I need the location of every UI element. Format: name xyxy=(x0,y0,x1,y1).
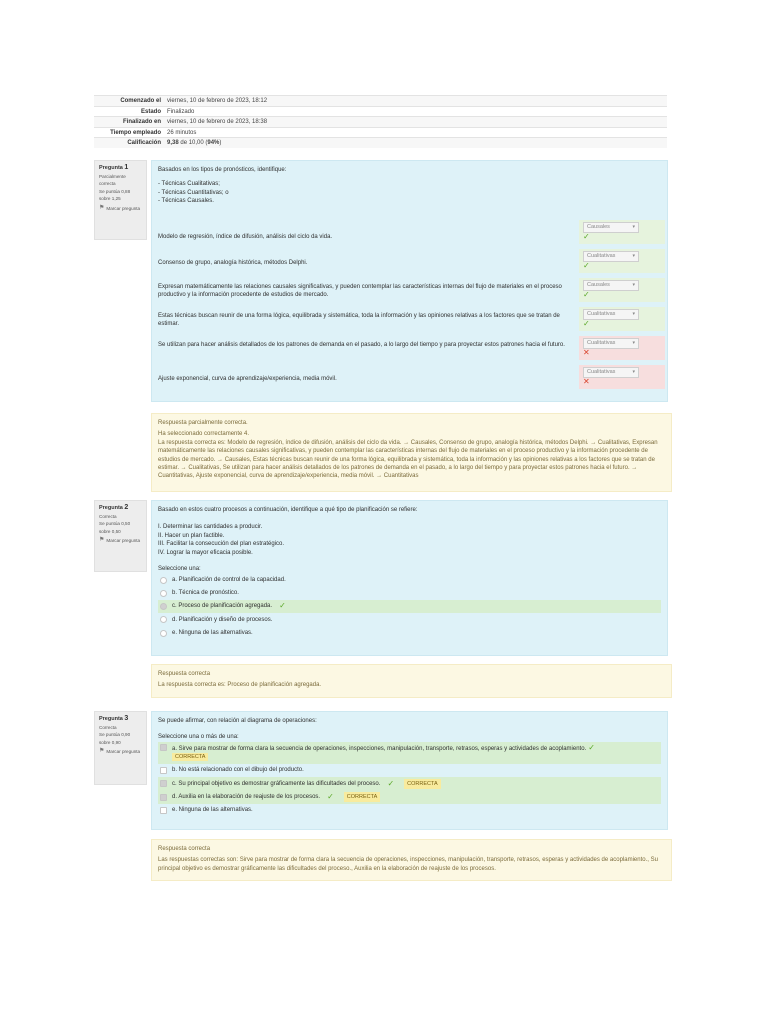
summary-label: Comenzado el xyxy=(120,98,161,104)
flag-question-link[interactable]: ⚑ Marcar pregunta xyxy=(99,537,141,543)
answer-option-selected[interactable]: c. Proceso de planificación agregada. ✓ xyxy=(158,600,661,613)
flag-question-link[interactable]: ⚑ Marcar pregunta xyxy=(99,204,141,211)
check-icon: ✓ xyxy=(583,290,590,299)
summary-row-grade xyxy=(94,137,667,148)
check-icon: ✓ xyxy=(583,319,590,328)
match-stem: Estas técnicas buscan reunir de una forma lógica, equilibrada y sistemática, toda la información y las opiniones relativas a los factores que se tratan de estimar. xyxy=(158,313,560,328)
checkbox[interactable] xyxy=(160,807,167,814)
summary-value: viernes, 10 de febrero de 2023, 18:12 xyxy=(167,98,268,104)
chevron-down-icon: ▾ xyxy=(632,282,635,289)
answer-prompt: Seleccione una o más de una: xyxy=(158,734,239,741)
question-feedback-1 xyxy=(151,413,672,492)
answer-option[interactable]: b. No está relacionado con el dibujo del producto. xyxy=(158,764,661,777)
radio-button[interactable] xyxy=(160,630,167,637)
summary-label: Tiempo empleado xyxy=(110,129,161,136)
match-select[interactable]: Cualitativas ▾ xyxy=(583,251,639,262)
answer-option-selected[interactable]: a. Sirve para mostrar de forma clara la secuencia de operaciones, inspecciones, manipulación, transporte, retrasos, esperas y actividades de acoplamiento. ✓ CORRECTA xyxy=(158,742,661,764)
match-row xyxy=(158,307,663,336)
flag-icon: ⚑ xyxy=(99,537,105,543)
radio-button[interactable] xyxy=(160,577,167,584)
cross-icon: ✕ xyxy=(583,348,590,357)
grade-end: ) xyxy=(219,140,222,147)
check-icon: ✓ xyxy=(583,261,590,270)
question-intro: - Técnicas Cuantitativas; o xyxy=(158,189,229,196)
summary-label: Calificación xyxy=(127,140,161,147)
question-info-2 xyxy=(94,500,147,572)
answer-option[interactable]: b. Técnica de pronóstico. xyxy=(158,587,661,600)
feedback-right-answer: Las respuestas correctas son: Sirve para mostrar de forma clara la secuencia de operaciones, inspecciones, manipulación, transporte, retrasos, esperas y actividades de acoplamiento., Su principal objetivo es demostrar gráficamente las dificultades del proceso., Auxilia en la elaboración de reajuste de los procesos. xyxy=(158,857,658,872)
match-stem: Se utilizan para hacer análisis detallados de los patrones de demanda en el pasado, a lo largo del tiempo y para proyectar estos patrones hacia el futuro. xyxy=(158,342,565,348)
feedback-title: Respuesta parcialmente correcta. xyxy=(158,420,248,426)
summary-row-time xyxy=(94,127,667,138)
question-number: Pregunta 1 xyxy=(99,164,129,171)
attempt-summary xyxy=(94,95,667,148)
feedback-title: Respuesta correcta xyxy=(158,671,211,677)
check-icon: ✓ xyxy=(588,742,595,752)
flag-question-link[interactable]: ⚑ Marcar pregunta xyxy=(99,748,141,754)
match-stem: Ajuste exponencial, curva de aprendizaje/experiencia, media móvil. xyxy=(158,376,337,382)
question-intro: II. Hacer un plan factible. xyxy=(158,532,225,539)
question-feedback-3 xyxy=(151,839,672,881)
match-select[interactable]: Cualitativas ▾ xyxy=(583,338,639,349)
radio-button[interactable] xyxy=(160,616,167,623)
question-intro: Basados en los tipos de pronósticos, identifique: xyxy=(158,167,287,173)
summary-label: Finalizado en xyxy=(122,119,161,126)
flag-icon: ⚑ xyxy=(99,204,105,211)
check-icon: ✓ xyxy=(387,778,395,788)
match-stem: Consenso de grupo, analogía histórica, métodos Delphi. xyxy=(158,260,308,266)
check-icon: ✓ xyxy=(327,791,334,801)
match-row xyxy=(158,220,663,249)
correct-badge: CORRECTA xyxy=(172,753,208,761)
question-info-3 xyxy=(94,711,147,785)
match-stem: Expresan matemáticamente las relaciones causales significativas, y pueden contemplar las características internas del flujo de materiales en el proceso productivo y la información procedente de estudios de mercado. xyxy=(158,284,562,299)
correct-badge: CORRECTA xyxy=(344,792,380,802)
summary-value: viernes, 10 de febrero de 2023, 18:38 xyxy=(167,119,268,126)
question-grade: Se puntúa 0,50 sobre 0,50 xyxy=(99,521,131,534)
summary-value xyxy=(166,138,667,148)
match-stem: Modelo de regresión, índice de difusión, análisis del ciclo da vida. xyxy=(158,234,333,240)
question-intro: - Técnicas Cualitativas; xyxy=(158,181,220,188)
grade-percent: 94% xyxy=(207,140,220,147)
question-intro: I. Determinar las cantidades a producir. xyxy=(158,524,263,531)
summary-label: Estado xyxy=(140,108,161,115)
question-info-1 xyxy=(94,160,147,240)
feedback-title: Respuesta correcta xyxy=(158,846,211,852)
radio-button[interactable] xyxy=(160,590,167,597)
check-icon: ✓ xyxy=(279,601,286,611)
question-state: Correcta xyxy=(99,724,117,730)
match-row xyxy=(158,336,663,365)
question-number: Pregunta 2 xyxy=(99,504,129,511)
question-text-1 xyxy=(151,160,668,402)
question-intro: IV. Lograr la mayor eficacia posible. xyxy=(158,549,253,556)
grade-mid: de 10,00 ( xyxy=(178,140,208,147)
answer-option[interactable]: a. Planificación de control de la capacidad. xyxy=(158,573,661,586)
question-grade: Se puntúa 0,88 sobre 1,25 xyxy=(99,188,131,201)
match-select[interactable]: Causales ▾ xyxy=(583,222,639,233)
question-intro: III. Facilitar la consecución del plan estratégico. xyxy=(158,541,285,548)
feedback-right-answer: La respuesta correcta es: Modelo de regresión, índice de difusión, análisis del ciclo da vida. → Causales, Consenso de grupo, analogía histórica, métodos Delphi. → Cualitativas, Expresan matemáticamente las relaciones causales significativas, y pueden contemplar las características internas del flujo de materiales en el proceso productivo y la información procedente de estudios de mercado. → Causales, Estas técnicas buscan reunir de una forma lógica, equilibrada y sistemática, toda la información y las opiniones relativas a los factores que se tratan de estimar. → Cualitativas, Se utilizan para hacer análisis detallados de los patrones de demanda en el pasado, a lo largo del tiempo y para proyectar estos patrones hacia el futuro. → Cuantitativas, Ajuste exponencial, curva de aprendizaje/experiencia, media móvil. → Cuantitativas xyxy=(158,439,658,480)
answer-prompt: Seleccione una: xyxy=(158,566,201,573)
question-intro: Se puede afirmar, con relación al diagrama de operaciones: xyxy=(158,718,317,724)
summary-row-finished xyxy=(94,116,667,127)
answer-option-selected[interactable]: d. Auxilia en la elaboración de reajuste de los procesos. ✓ CORRECTA xyxy=(158,790,661,803)
checkbox[interactable] xyxy=(160,767,167,774)
answer-option[interactable]: d. Planificación y diseño de procesos. xyxy=(158,613,661,626)
question-grade: Se puntúa 0,90 sobre 0,90 xyxy=(99,732,131,745)
checkbox[interactable] xyxy=(160,794,167,801)
match-row xyxy=(158,249,663,278)
cross-icon: ✕ xyxy=(583,377,590,386)
radio-button[interactable] xyxy=(160,603,167,610)
question-feedback-2 xyxy=(151,664,672,698)
chevron-down-icon: ▾ xyxy=(632,311,635,318)
chevron-down-icon: ▾ xyxy=(632,253,635,260)
answer-option-selected[interactable]: c. Su principal objetivo es demostrar gráficamente las dificultades del proceso. ✓ CORRECTA xyxy=(158,777,661,790)
match-select[interactable]: Cualitativas ▾ xyxy=(583,367,639,378)
chevron-down-icon: ▾ xyxy=(632,369,635,376)
feedback-right-answer: La respuesta correcta es: Proceso de planificación agregada. xyxy=(158,682,322,689)
question-state: Correcta xyxy=(99,513,117,519)
question-text-2 xyxy=(151,500,668,656)
chevron-down-icon: ▾ xyxy=(632,224,635,231)
question-intro: Basado en estos cuatro procesos a continuación, identifique a qué tipo de planificación se refiere: xyxy=(158,507,418,513)
checkbox[interactable] xyxy=(160,744,167,751)
match-select[interactable]: Cualitativas ▾ xyxy=(583,309,639,320)
match-row xyxy=(158,365,663,394)
match-row xyxy=(158,278,663,307)
answer-option[interactable]: e. Ninguna de las alternativas. xyxy=(158,627,661,640)
chevron-down-icon: ▾ xyxy=(632,340,635,347)
summary-row-started xyxy=(94,95,667,106)
checkbox[interactable] xyxy=(160,780,167,787)
grade-score: 9,38 xyxy=(167,140,179,147)
answer-option[interactable]: e. Ninguna de las alternativas. xyxy=(158,804,661,817)
question-number: Pregunta 3 xyxy=(99,715,129,722)
summary-value: Finalizado xyxy=(167,108,195,115)
correct-badge: CORRECTA xyxy=(404,779,440,789)
check-icon: ✓ xyxy=(583,232,590,241)
match-select[interactable]: Causales ▾ xyxy=(583,280,639,291)
feedback-count: Ha seleccionado correctamente 4. xyxy=(158,431,250,438)
question-text-3 xyxy=(151,711,668,830)
summary-row-state xyxy=(94,106,667,117)
flag-icon: ⚑ xyxy=(99,748,105,754)
summary-value: 26 minutos xyxy=(167,129,197,136)
question-state: Parcialmente correcta xyxy=(99,173,126,186)
question-intro: - Técnicas Causales. xyxy=(158,198,214,205)
